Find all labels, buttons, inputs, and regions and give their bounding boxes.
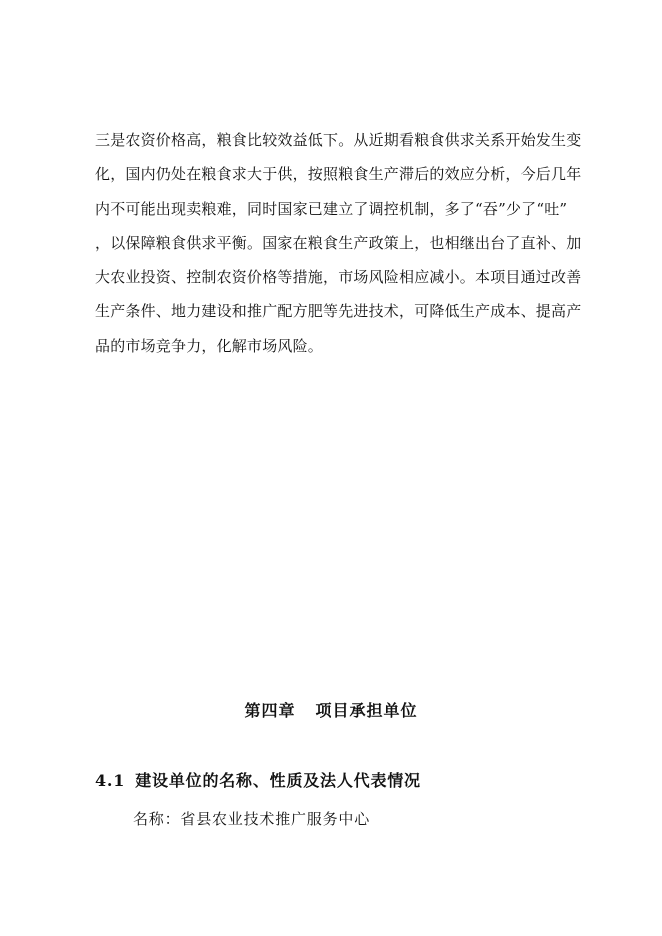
paragraph-line: 品的市场竞争力，化解市场风险。	[95, 336, 324, 355]
paragraph-line: 大农业投资、控制农资价格等措施，市场风险相应减小。本项目通过改善	[95, 268, 582, 287]
section-title: 建设单位的名称、性质及法人代表情况	[135, 771, 421, 790]
chapter-heading-text: 项目承担单位	[315, 701, 418, 720]
paragraph-line: 生产条件、地力建设和推广配方肥等先进技术，可降低生产成本、提高产	[95, 302, 582, 321]
section-heading	[95, 768, 421, 791]
organization-name-line: 名称：省县农业技术推广服务中心	[133, 810, 371, 828]
paragraph-line: 三是农资价格高，粮食比较效益低下。从近期看粮食供求关系开始发生变	[95, 131, 582, 149]
paragraph-line: ，以保障粮食供求平衡。国家在粮食生产政策上，也相继出台了直补、加	[95, 233, 582, 252]
paragraph-line: 化，国内仍处在粮食求大于供，按照粮食生产滞后的效应分析，今后几年	[95, 165, 582, 184]
section-number: 4.1	[95, 771, 126, 790]
chapter-title	[0, 698, 662, 721]
chapter-number: 第四章	[244, 701, 296, 720]
body-paragraph	[95, 123, 610, 363]
paragraph-line: 内不可能出现卖粮难，同时国家已建立了调控机制，多了“吞”少了“吐”	[95, 199, 568, 218]
